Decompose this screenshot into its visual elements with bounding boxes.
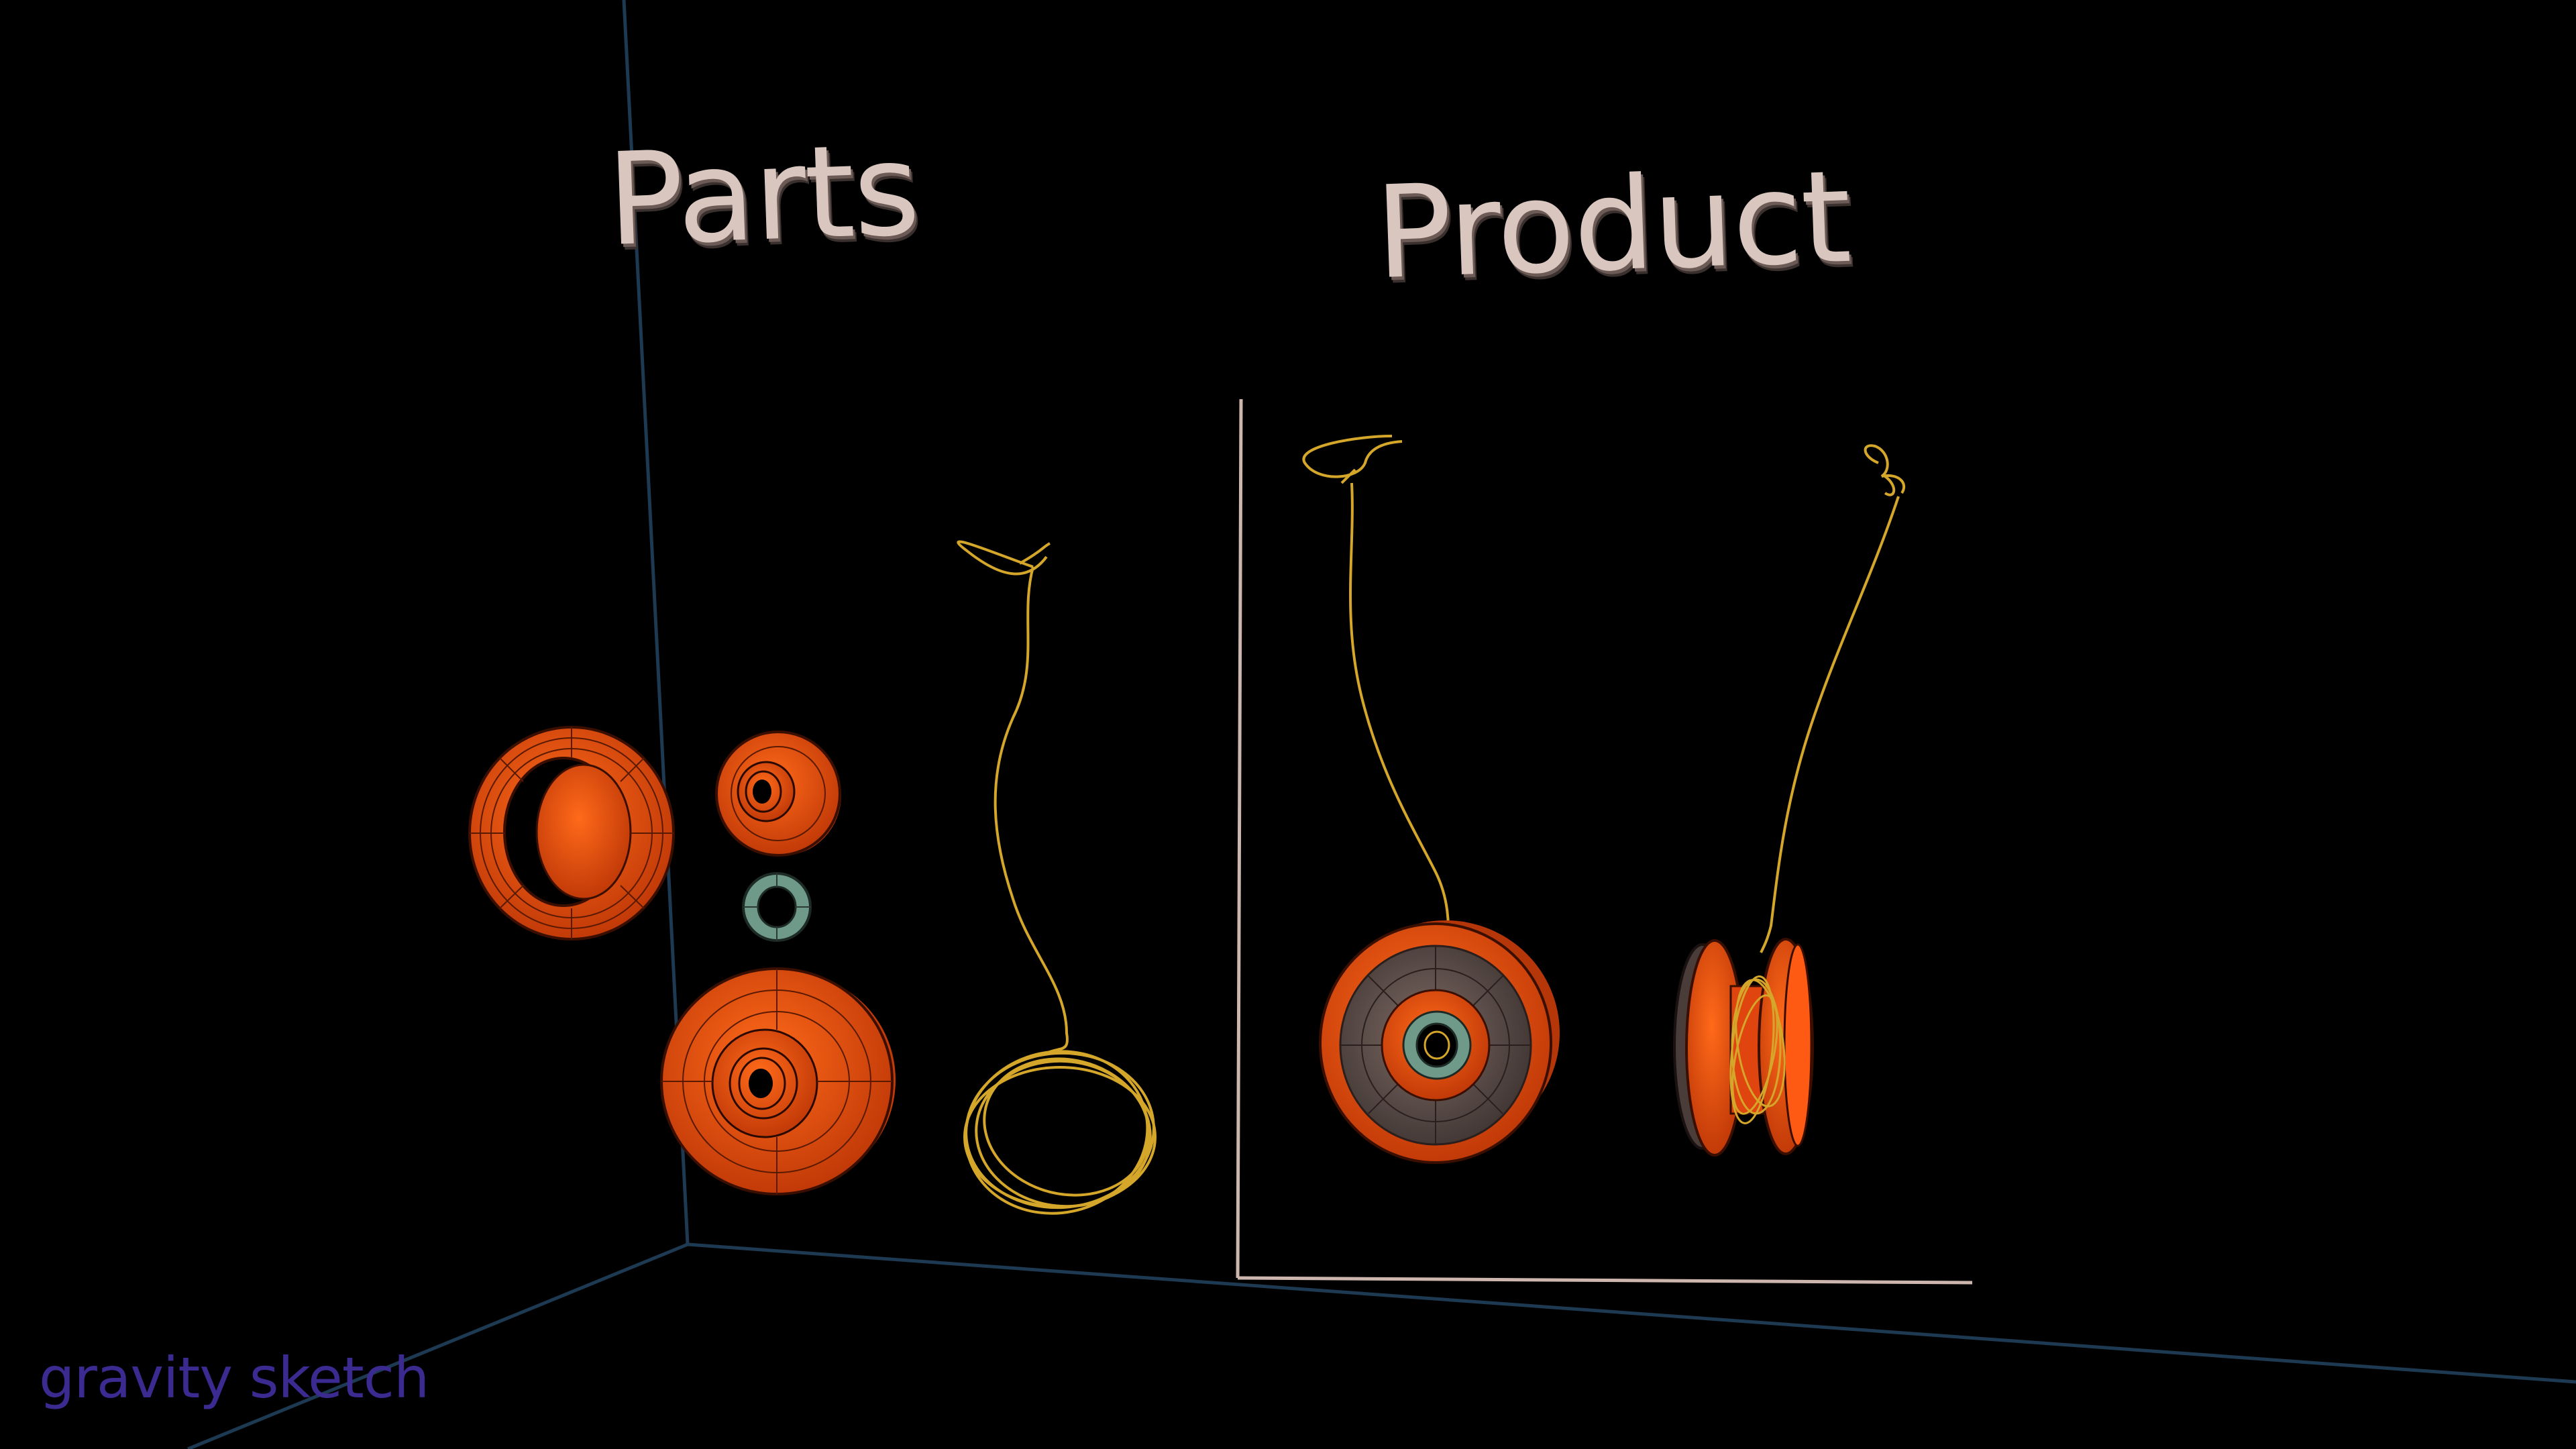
yoyo-assembled-front[interactable] bbox=[1303, 436, 1560, 1163]
parts-label: Parts bbox=[604, 115, 921, 275]
product-stand bbox=[1238, 399, 1972, 1283]
product-label: Product bbox=[1373, 142, 1853, 308]
gravity-sketch-watermark: gravity sketch bbox=[39, 1345, 429, 1411]
yoyo-side-disc[interactable] bbox=[661, 969, 896, 1194]
yoyo-string-loose[interactable] bbox=[951, 541, 1163, 1230]
yoyo-half-shell[interactable] bbox=[470, 727, 674, 939]
yoyo-bearing-ring[interactable] bbox=[743, 873, 810, 941]
yoyo-assembled-side[interactable] bbox=[1674, 445, 1904, 1155]
yoyo-inner-disc[interactable] bbox=[716, 732, 841, 855]
